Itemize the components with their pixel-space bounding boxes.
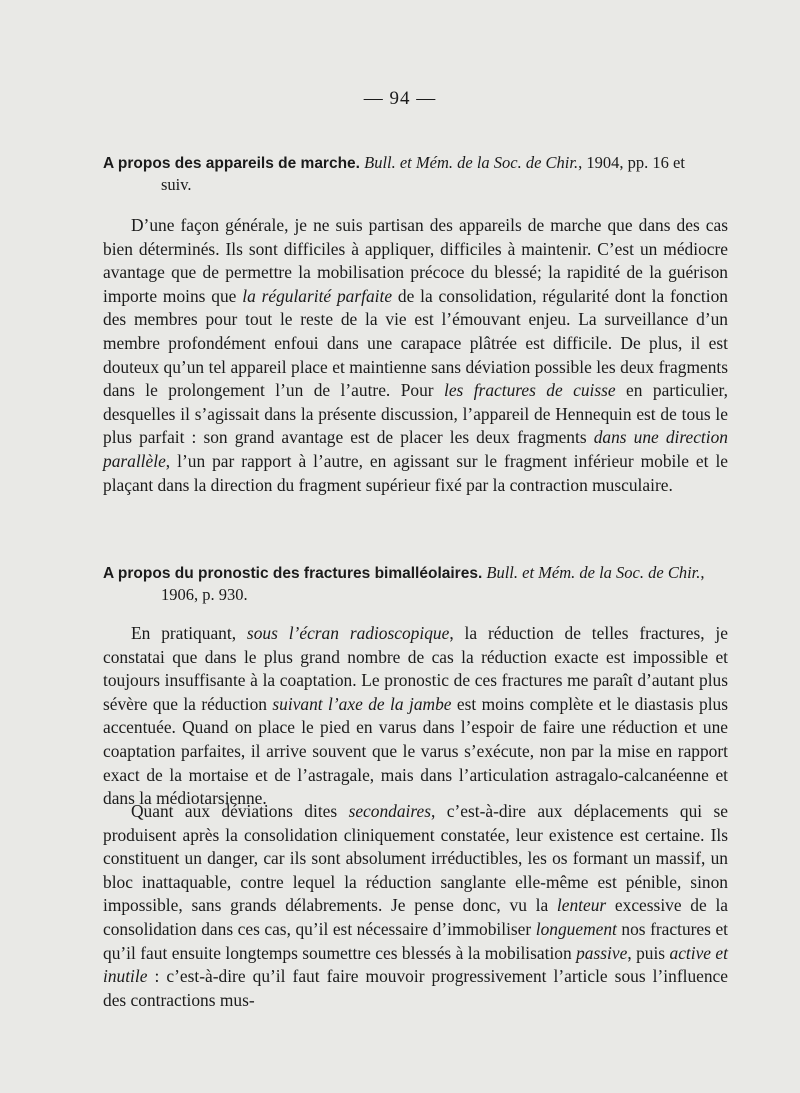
- run-italic: sous l’écran radioscopique: [246, 623, 450, 643]
- run-italic: dans une direction parallèle: [103, 427, 728, 471]
- run: , puis: [627, 942, 670, 963]
- run-italic: les fractures de cuisse: [443, 380, 616, 401]
- run-italic: lenteur: [556, 895, 607, 916]
- run: : c’est-à-dire qu’il faut faire mouvoir progressivement l’article sous l’influence des contractions mus-: [103, 966, 728, 1010]
- run: En pratiquant,: [131, 623, 247, 643]
- section-title-fractures-bimalleolaires: [103, 562, 728, 605]
- run: , la réduction de telles fractures, je constatai que dans le plus grand nombre de cas la réduction exacte est impossible et toujours insuffisante à la coaptation. Le pronostic de ces fractures me paraît d’autant plus sévère que la réduction: [103, 623, 728, 714]
- paragraph-appareils-marche: [103, 214, 728, 497]
- section-reference-journal: Bull. et Mém. de la Soc. de Chir.: [364, 153, 579, 172]
- run: , c’est-à-dire aux déplacements qui se produisent après la consolidation cliniquement constatée, leur existence est certaine. Ils constituent un danger, car ils sont absolument irréductibles, les os formant un massif, un bloc inattaquable, contre lequel la réduction sanglante elle-même est pénible, sinon impossible, sans grands délabrements. Je pense donc, vu la: [103, 801, 728, 916]
- run: Quant aux déviations dites: [131, 801, 349, 821]
- run-italic: suivant l’axe de la jambe: [272, 693, 452, 714]
- section-reference-cont: suiv.: [161, 175, 192, 194]
- run-italic: longuement: [535, 918, 617, 939]
- run: excessive de la consolidation dans ces cas, qu’il est nécessaire d’immobiliser: [103, 895, 729, 939]
- run-italic: passive: [576, 942, 628, 963]
- run-italic: active et inutile: [103, 942, 728, 987]
- run: D’une façon générale, je ne suis partisan des appareils de marche que dans des cas bien déterminés. Ils sont difficiles à appliquer, difficiles à maintenir. C’est un médiocre avantage que de permettre la mobilisation précoce du blessé; la rapidité de la guérison importe moins que: [103, 215, 728, 306]
- run-italic: secondaires: [348, 801, 431, 821]
- run: nos fractures et qu’il faut ensuite longtemps soumettre ces blessés à la mobilisation: [103, 918, 728, 963]
- run-italic: la régularité parfaite: [242, 285, 393, 306]
- run: , l’un par rapport à l’autre, en agissant sur le fragment inférieur mobile et le plaçant dans la direction du fragment supérieur fixé par la contraction musculaire.: [103, 450, 728, 495]
- paragraph-deviations-secondaires: [103, 800, 728, 1012]
- section-reference-year: , 1904, pp. 16 et: [578, 153, 685, 172]
- section-reference-cont: 1906, p. 930.: [161, 585, 248, 604]
- section-title-appareils-marche: [103, 152, 728, 195]
- section-title-bold: A propos du pronostic des fractures bimalléolaires.: [103, 565, 483, 582]
- paragraph-pronostic: [103, 622, 728, 811]
- run: est moins complète et le diastasis plus accentuée. Quand on place le pied en varus dans l’espoir de faire une réduction et une coaptation parfaites, il arrive souvent que le varus s’exécute, non par la mise en rapport exact de la mortaise et de l’astragale, mais dans l’articulation astragalo-calcanéenne et dans la médiotarsienne.: [103, 693, 728, 809]
- section-reference-comma: ,: [700, 563, 705, 582]
- section-reference-journal: Bull. et Mém. de la Soc. de Chir.: [486, 563, 701, 582]
- run: en particulier, desquelles il s’agissait dans la présente discussion, l’appareil de Hennequin est de tous le plus parfait : son grand avantage est de placer les deux fragments: [103, 380, 729, 448]
- run: de la consolidation, régularité dont la fonction des membres pour tout le reste de la vie est l’émouvant enjeu. La surveillance d’un membre profondément enfoui dans une carapace plâtrée est difficile. De plus, il est douteux qu’un tel appareil place et maintienne sans déviation possible les deux fragments dans le prolongement l’un de l’autre. Pour: [103, 285, 728, 401]
- section-title-bold: A propos des appareils de marche.: [103, 155, 360, 172]
- page-number: — 94 —: [363, 88, 437, 109]
